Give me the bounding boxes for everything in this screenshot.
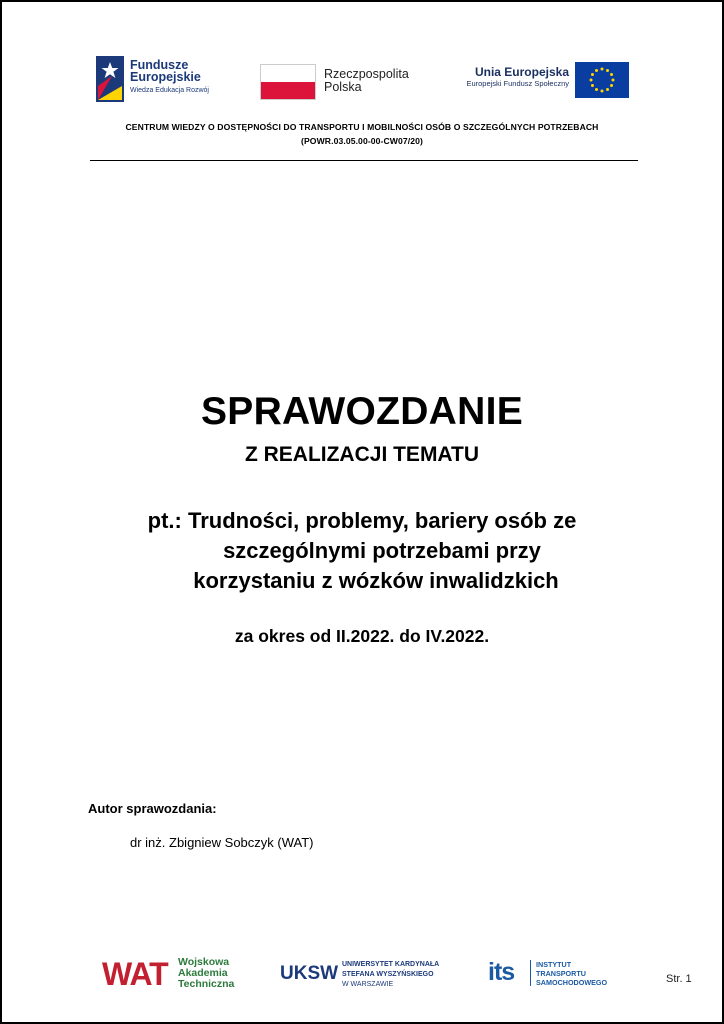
uksw-line3: W WARSZAWIE: [342, 981, 394, 988]
polish-flag-icon: [260, 64, 316, 100]
center-name: CENTRUM WIEDZY O DOSTĘPNOŚCI DO TRANSPORTU I MOBILNOŚCI OSÓB O SZCZEGÓLNYCH POTRZEBACH: [125, 122, 599, 132]
author-label: Autor sprawozdania:: [88, 801, 217, 816]
eu-star-icon: [591, 84, 594, 87]
report-title: SPRAWOZDANIE: [200, 390, 524, 433]
rp-line1: Rzeczpospolita: [324, 67, 409, 81]
center-title: [2, 120, 722, 148]
its-logo: [488, 956, 628, 990]
eu-star-icon: [601, 68, 604, 71]
wat-mark: WAT: [102, 956, 168, 992]
document-page: [2, 2, 722, 1022]
report-topic: [2, 506, 722, 596]
report-subtitle: Z REALIZACJI TEMATU: [244, 443, 480, 466]
its-line3: SAMOCHODOWEGO: [536, 978, 608, 987]
eu-star-icon: [595, 88, 598, 91]
author-name: dr inż. Zbigniew Sobczyk (WAT): [130, 835, 314, 850]
footer-logos: [2, 952, 722, 996]
its-line2: TRANSPORTU: [536, 969, 586, 978]
wat-line3: Techniczna: [178, 978, 235, 990]
rzeczpospolita-polska-logo: [260, 64, 420, 100]
eu-star-icon: [606, 69, 609, 72]
eu-star-icon: [590, 79, 593, 82]
wat-line2: Akademia: [178, 967, 228, 979]
fe-line1: Fundusze: [130, 58, 189, 72]
its-line1: INSTYTUT: [536, 960, 572, 969]
topic-line-1: pt.: Trudności, problemy, bariery osób ze: [147, 508, 577, 533]
header-logos: [2, 54, 722, 104]
eu-star-icon: [591, 73, 594, 76]
eu-star-icon: [612, 79, 615, 82]
its-mark: its: [488, 958, 515, 986]
its-divider: [530, 960, 531, 986]
eu-star-icon: [601, 90, 604, 93]
topic-line-3: korzystaniu z wózków inwalidzkich: [193, 568, 559, 593]
wat-logo: [102, 955, 242, 993]
ue-line2: Europejski Fundusz Społeczny: [466, 79, 569, 88]
report-period: za okres od II.2022. do IV.2022.: [234, 626, 490, 646]
eu-star-icon: [610, 84, 613, 87]
eu-star-icon: [595, 69, 598, 72]
fe-line3: Wiedza Edukacja Rozwój: [130, 87, 209, 94]
unia-europejska-logo: [449, 62, 631, 100]
uksw-line2: STEFANA WYSZYŃSKIEGO: [342, 971, 434, 978]
fundusze-europejskie-icon: [96, 56, 124, 102]
fe-line2: Europejskie: [130, 70, 201, 84]
fundusze-europejskie-logo: [96, 56, 236, 104]
eu-star-icon: [606, 88, 609, 91]
ue-line1: Unia Europejska: [474, 65, 569, 79]
page-number: Str. 1: [666, 973, 692, 985]
eu-star-icon: [610, 73, 613, 76]
wat-line1: Wojskowa: [178, 956, 230, 968]
topic-line-2: szczególnymi potrzebami przy: [223, 538, 541, 563]
uksw-logo: [280, 957, 450, 991]
header-divider: [90, 160, 638, 161]
uksw-line1: UNIWERSYTET KARDYNAŁA: [342, 961, 440, 968]
eu-flag-icon: [575, 62, 629, 98]
project-code: (POWR.03.05.00-00-CW07/20): [300, 136, 423, 146]
rp-line2: Polska: [324, 80, 362, 94]
uksw-mark: UKSW: [280, 963, 339, 984]
